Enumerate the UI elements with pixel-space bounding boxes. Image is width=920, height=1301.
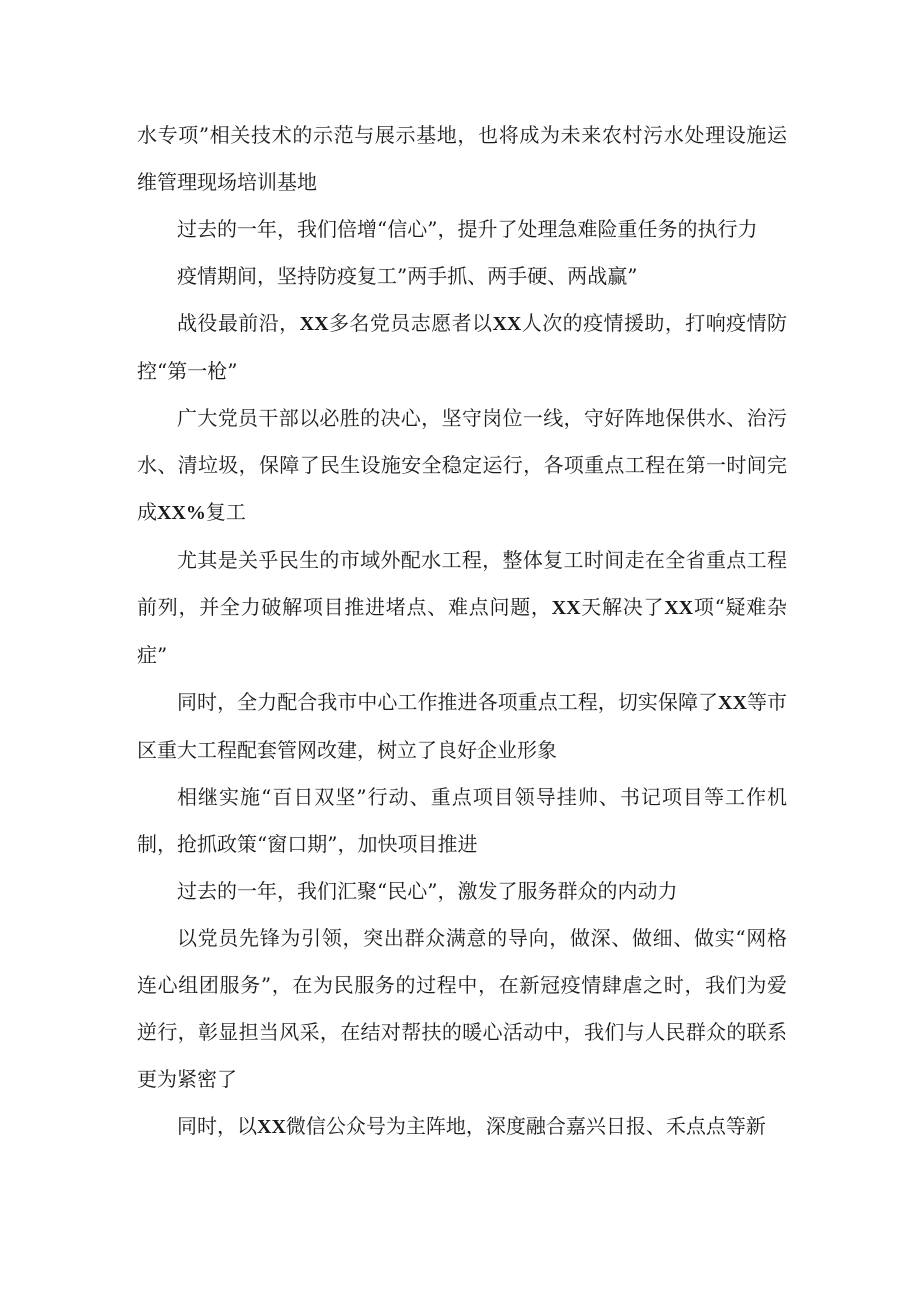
text-run: 天解决了	[580, 595, 665, 619]
paragraph-p8	[137, 774, 787, 868]
text-run: 相继实施“百日双坚”行动、重点项目领导挂帅、书记项目等工作机制，抢抓政策“窗口期”，加快项目推进	[137, 785, 787, 856]
text-run: 过去的一年，我们汇聚“民心”，激发了服务群众的内动力	[177, 879, 678, 903]
text-run: 同时，全力配合我市中心工作推进各项重点工程，切实保障了	[177, 690, 719, 714]
text-run: 人次的疫情援助，打响疫情防控“第一枪”	[137, 311, 788, 383]
text-run: 项“疑难杂症”	[137, 595, 787, 667]
bold-text-run: XX	[257, 1116, 286, 1138]
text-run: 同时，以	[177, 1114, 257, 1138]
paragraph-p7	[137, 679, 787, 774]
text-run: 战役最前沿，	[177, 311, 300, 335]
paragraph-p2	[137, 206, 787, 253]
paragraph-p4	[137, 300, 787, 395]
bold-text-run: XX	[551, 597, 581, 619]
paragraph-p11	[137, 1103, 787, 1151]
text-run: 过去的一年，我们倍增“信心”，提升了处理急难险重任务的执行力	[177, 217, 758, 241]
text-run: 微信公众号为主阵地，深度融合嘉兴日报、禾点点等新	[285, 1114, 766, 1138]
paragraph-p1	[137, 112, 787, 206]
paragraph-p5	[137, 395, 787, 537]
paragraph-p3	[137, 253, 787, 300]
bold-text-run: XX	[718, 692, 747, 714]
text-run: 多名党员志愿者以	[328, 311, 493, 335]
document-body	[137, 112, 787, 1151]
paragraph-p6	[137, 537, 787, 679]
bold-text-run: XX	[492, 313, 522, 335]
text-run: 广大党员干部以必胜的决心，坚守岗位一线，守好阵地保供水、治污水、清垃圾，保障了民生设施安全稳定运行，各项重点工程在第一时间完成	[137, 406, 787, 524]
text-run: 水专项”相关技术的示范与展示基地，也将成为未来农村污水处理设施运维管理现场培训基地	[137, 123, 787, 194]
text-run: 尤其是关乎民生的市域外配水工程，整体复工时间走在全省重点工程前列，并全力破解项目推进堵点、难点问题，	[137, 548, 787, 619]
bold-text-run: XX	[664, 597, 694, 619]
text-run: 以党员先锋为引领，突出群众满意的导向，做深、做细、做实“网格连心组团服务”，在为民服务的过程中，在新冠疫情肆虐之时，我们为爱逆行，彰显担当风采，在结对帮扶的暖心活动中，我们与人民群众的联系更为紧密了	[137, 926, 787, 1091]
bold-text-run: XX	[299, 313, 329, 335]
text-run: 疫情期间，坚持防疫复工”两手抓、两手硬、两战赢”	[177, 264, 638, 288]
text-run: 复工	[205, 500, 246, 524]
paragraph-p9	[137, 868, 787, 915]
text-run: 等市区重大工程配套管网改建，树立了良好企业形象	[137, 690, 788, 762]
paragraph-p10	[137, 915, 787, 1103]
bold-text-run: XX%	[157, 502, 206, 524]
